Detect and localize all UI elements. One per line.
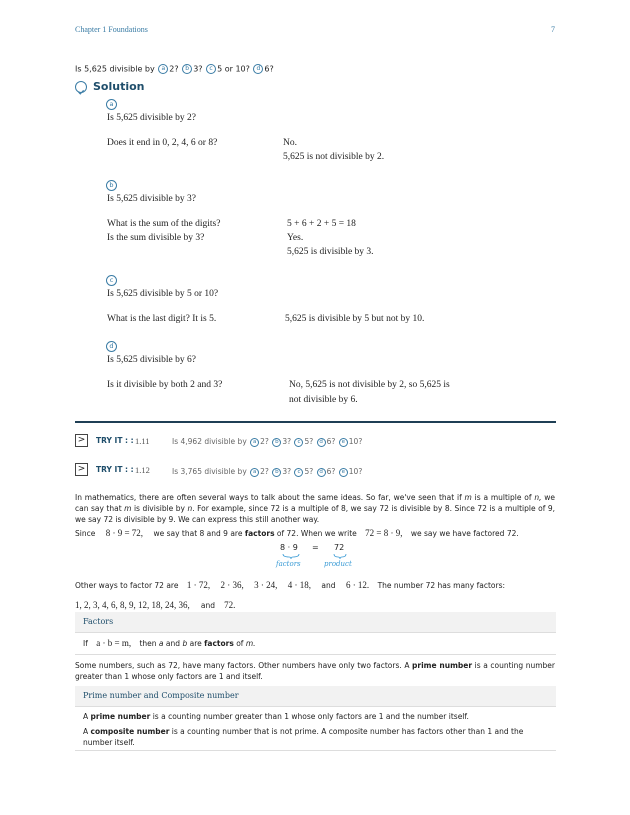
try-it-1-prefix: Is 4,962 divisible by <box>172 437 247 446</box>
pb-prime-term: prime number <box>90 712 151 721</box>
page-number: 7 <box>551 25 555 34</box>
part-a-right2: 5,625 is not divisible by 2. <box>283 152 385 162</box>
try2-b-text: 3? <box>282 467 292 476</box>
pb-p2c: number itself. <box>83 738 135 747</box>
try-it-2-question <box>172 467 362 477</box>
factor-diagram-equals: = <box>312 543 319 552</box>
try1-a-marker: a <box>250 438 259 447</box>
factors-definition <box>75 632 556 648</box>
try2-e-marker: e <box>339 468 348 477</box>
try2-a-marker: a <box>250 468 259 477</box>
fb-m: m. <box>245 639 256 648</box>
since-equation-2: 72 = 8 · 9, <box>365 528 403 538</box>
question-d-text: 6? <box>264 64 274 74</box>
para1-line3: of 9, we say 72 is divisible by 9. We can express this still another way. <box>75 504 555 524</box>
try1-a-text: 2? <box>260 437 269 446</box>
factor-pair-2: 2 · 36, <box>220 580 244 590</box>
since-c: of 72. When we write <box>276 529 357 538</box>
para1-var-m: m <box>464 493 472 502</box>
para3-prime-term: prime number <box>412 661 473 670</box>
factors-list-last: 72. <box>224 600 236 610</box>
try-it-2-prefix: Is 3,765 divisible by <box>172 467 247 476</box>
section-divider <box>75 421 556 423</box>
para1-var-n2: n <box>187 504 193 513</box>
fb-of: of <box>236 639 244 648</box>
pb-composite-term: composite number <box>90 727 170 736</box>
part-d-right1: No, 5,625 is not divisible by 2, so 5,625 is <box>289 380 450 390</box>
part-b-left2: Is the sum divisible by 3? <box>107 233 205 243</box>
part-b-marker: b <box>182 64 192 74</box>
question-b-text: 3? <box>193 64 203 74</box>
question-prefix: Is 5,625 divisible by <box>75 64 155 74</box>
try-it-2-label: TRY IT : : <box>96 465 134 474</box>
part-b-question: Is 5,625 divisible by 3? <box>107 194 196 204</box>
fb-equation: a · b = m, <box>96 638 132 648</box>
try-it-2-expand-button[interactable]: > <box>75 463 88 476</box>
part-c-circle-marker: c <box>106 275 117 286</box>
fb-if: If <box>83 639 88 648</box>
para1-line1b: is a multiple of <box>471 493 535 502</box>
try1-c-marker: c <box>294 438 303 447</box>
part-a-marker: a <box>158 64 168 74</box>
part-b-right3: 5,625 is divisible by 3. <box>287 247 374 257</box>
part-c-marker: c <box>206 64 216 74</box>
pb-p1b: is a counting number greater than 1 whose only factors are 1 and the number itself. <box>150 712 469 721</box>
solution-title: Solution <box>93 80 145 93</box>
factor-pair-5: 6 · 12. <box>345 580 370 590</box>
fb-a: a <box>158 639 164 648</box>
part-c-question: Is 5,625 divisible by 5 or 10? <box>107 289 219 299</box>
prime-definition <box>75 706 556 722</box>
part-a-left1: Does it end in 0, 2, 4, 6 or 8? <box>107 138 218 148</box>
question <box>75 64 274 74</box>
part-d-marker: d <box>253 64 263 74</box>
try1-e-text: 10? <box>348 437 363 446</box>
question-c-text: 5 or 10? <box>217 64 250 74</box>
chapter-header: Chapter 1 Foundations <box>75 25 148 34</box>
since-line <box>75 528 519 538</box>
try2-e-text: 10? <box>348 467 363 476</box>
factors-list <box>75 593 235 612</box>
try2-a-text: 2? <box>260 467 269 476</box>
part-b-right1: 5 + 6 + 2 + 5 = 18 <box>287 219 356 229</box>
pb-p1a: A <box>83 712 91 721</box>
part-a-question: Is 5,625 divisible by 2? <box>107 113 196 123</box>
product-label: product <box>324 560 352 568</box>
para1-var-n: n, <box>534 493 542 502</box>
para1-line1: In mathematics, there are often several ways to talk about the same ideas. So far, we've seen that if <box>75 493 465 502</box>
try1-c-text: 5? <box>304 437 314 446</box>
para3-line2: number greater than 1 whose only factors are 1 and itself. <box>75 661 556 681</box>
try1-d-text: 6? <box>326 437 336 446</box>
fb-then: then <box>139 639 157 648</box>
part-b-right2: Yes. <box>287 233 304 243</box>
paragraph-other-factors <box>75 580 555 590</box>
composite-definition <box>75 722 556 748</box>
try1-d-marker: d <box>317 438 326 447</box>
paragraph-multiples <box>75 492 555 525</box>
try2-d-marker: d <box>317 468 326 477</box>
factor-pair-1: 1 · 72, <box>186 580 211 590</box>
para1-line2b: is divisible by <box>131 504 188 513</box>
para1-var-m2: m <box>124 504 132 513</box>
factor-pair-4: 4 · 18, <box>287 580 312 590</box>
part-a-right1: No. <box>283 138 297 148</box>
factors-box-title: Factors <box>83 617 114 626</box>
try-it-1-question <box>172 437 362 447</box>
try2-c-marker: c <box>294 468 303 477</box>
para1-line2a: we can say that <box>75 493 556 513</box>
part-d-right2: not divisible by 6. <box>289 395 358 405</box>
pb-p2b: is a counting number that is not prime. A composite number has factors other than 1 and the <box>169 727 524 736</box>
factor-diagram-braces <box>282 553 352 560</box>
try1-b-text: 3? <box>282 437 292 446</box>
part-d-circle-marker: d <box>106 341 117 352</box>
part-d-left1: Is it divisible by both 2 and 3? <box>107 380 223 390</box>
pb-p2a: A <box>83 727 91 736</box>
para3-b: is a counting <box>472 661 524 670</box>
try-it-1-expand-button[interactable]: > <box>75 434 88 447</box>
factors-box-body <box>75 632 556 655</box>
factors-list-values: 1, 2, 3, 4, 6, 8, 9, 12, 18, 24, 36, <box>75 600 190 610</box>
try2-b-marker: b <box>272 468 281 477</box>
factors-list-and: and <box>200 601 215 610</box>
factors-label: factors <box>276 560 301 568</box>
since-d: we say we have factored 72. <box>410 529 519 538</box>
prime-box-header <box>75 686 556 707</box>
since-factors-term: factors <box>244 529 275 538</box>
para2-b: The number 72 has many factors: <box>377 581 506 590</box>
factors-box-header <box>75 612 556 633</box>
part-c-right1: 5,625 is divisible by 5 but not by 10. <box>285 314 425 324</box>
since-b: we say that 8 and 9 are <box>153 529 243 538</box>
factor-diagram-left: 8 · 9 <box>280 543 298 552</box>
fb-are: are <box>189 639 202 648</box>
since-equation-1: 8 · 9 = 72, <box>105 528 144 538</box>
try2-d-text: 6? <box>326 467 336 476</box>
try1-e-marker: e <box>339 438 348 447</box>
fb-b: b <box>182 639 188 648</box>
para2-a: Other ways to factor 72 are <box>75 581 179 590</box>
try-it-1-number: 1.11 <box>135 436 150 446</box>
question-a-text: 2? <box>169 64 179 74</box>
since-a: Since <box>75 529 96 538</box>
factor-diagram-right: 72 <box>334 543 345 552</box>
part-a-circle-marker: a <box>106 99 117 110</box>
para2-and: and <box>321 581 336 590</box>
part-b-left1: What is the sum of the digits? <box>107 219 221 229</box>
part-b-circle-marker: b <box>106 180 117 191</box>
paragraph-prime-intro <box>75 660 555 682</box>
fb-and: and <box>165 639 181 648</box>
para3-a: Some numbers, such as 72, have many factors. Other numbers have only two factors. A <box>75 661 413 670</box>
factor-pair-3: 3 · 24, <box>254 580 278 590</box>
try2-c-text: 5? <box>304 467 314 476</box>
try-it-2-number: 1.12 <box>135 465 150 475</box>
try-it-1-label: TRY IT : : <box>96 436 134 445</box>
part-c-left1: What is the last digit? It is 5. <box>107 314 217 324</box>
check-icon <box>75 81 87 93</box>
prime-box-title: Prime number and Composite number <box>83 691 239 700</box>
part-d-question: Is 5,625 divisible by 6? <box>107 355 196 365</box>
para1-line2c: . For example, since 72 is a multiple of 8, we say 72 is divisible by 8. Since 72 is a multiple <box>192 504 536 513</box>
fb-factors: factors <box>204 639 234 648</box>
try1-b-marker: b <box>272 438 281 447</box>
prime-box-body <box>75 706 556 751</box>
